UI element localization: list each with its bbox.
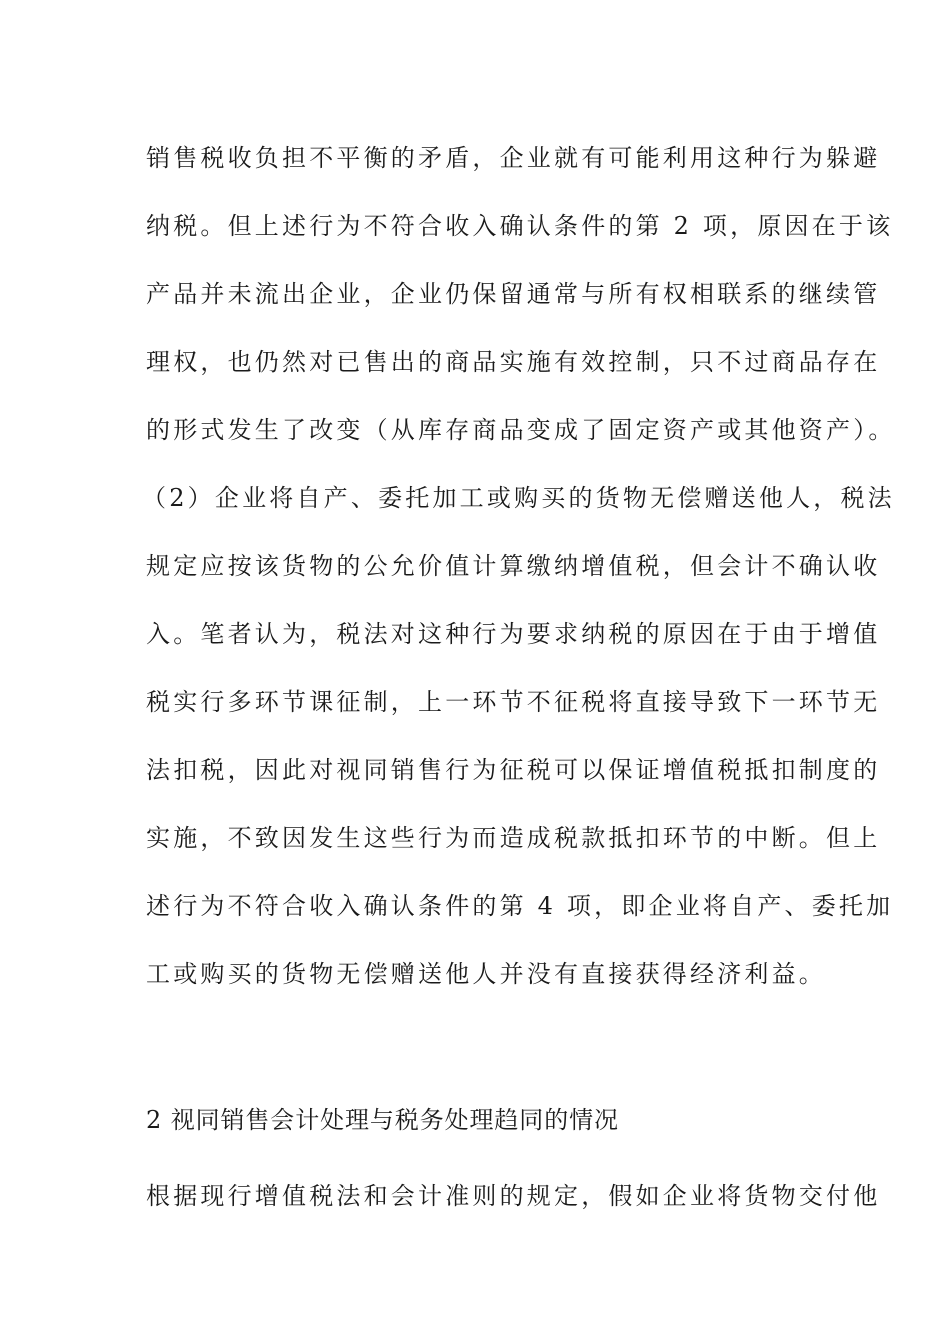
paragraph-line: 理权，也仍然对已售出的商品实施有效控制，只不过商品存在 xyxy=(146,348,881,376)
paragraph-line: 规定应按该货物的公允价值计算缴纳增值税，但会计不确认收 xyxy=(146,552,881,580)
paragraph-line: （2）企业将自产、委托加工或购买的货物无偿赠送他人，税法 xyxy=(142,484,895,512)
paragraph-line: 销售税收负担不平衡的矛盾，企业就有可能利用这种行为躲避 xyxy=(146,144,881,172)
paragraph-line: 实施，不致因发生这些行为而造成税款抵扣环节的中断。但上 xyxy=(146,824,881,852)
paragraph-line: 根据现行增值税法和会计准则的规定，假如企业将货物交付他 xyxy=(146,1182,881,1210)
paragraph-line: 述行为不符合收入确认条件的第 4 项，即企业将自产、委托加 xyxy=(146,892,894,920)
paragraph-line: 税实行多环节课征制，上一环节不征税将直接导致下一环节无 xyxy=(146,688,881,716)
paragraph-line: 入。笔者认为，税法对这种行为要求纳税的原因在于由于增值 xyxy=(146,620,881,648)
paragraph-line: 的形式发生了改变（从库存商品变成了固定资产或其他资产）。 xyxy=(146,416,896,444)
paragraph-line: 纳税。但上述行为不符合收入确认条件的第 2 项，原因在于该 xyxy=(146,212,894,240)
paragraph-line: 工或购买的货物无偿赠送他人并没有直接获得经济利益。 xyxy=(146,960,826,988)
paragraph-line: 法扣税，因此对视同销售行为征税可以保证增值税抵扣制度的 xyxy=(146,756,881,784)
paragraph-line: 产品并未流出企业，企业仍保留通常与所有权相联系的继续管 xyxy=(146,280,881,308)
section-heading: 2 视同销售会计处理与税务处理趋同的情况 xyxy=(146,1106,619,1134)
